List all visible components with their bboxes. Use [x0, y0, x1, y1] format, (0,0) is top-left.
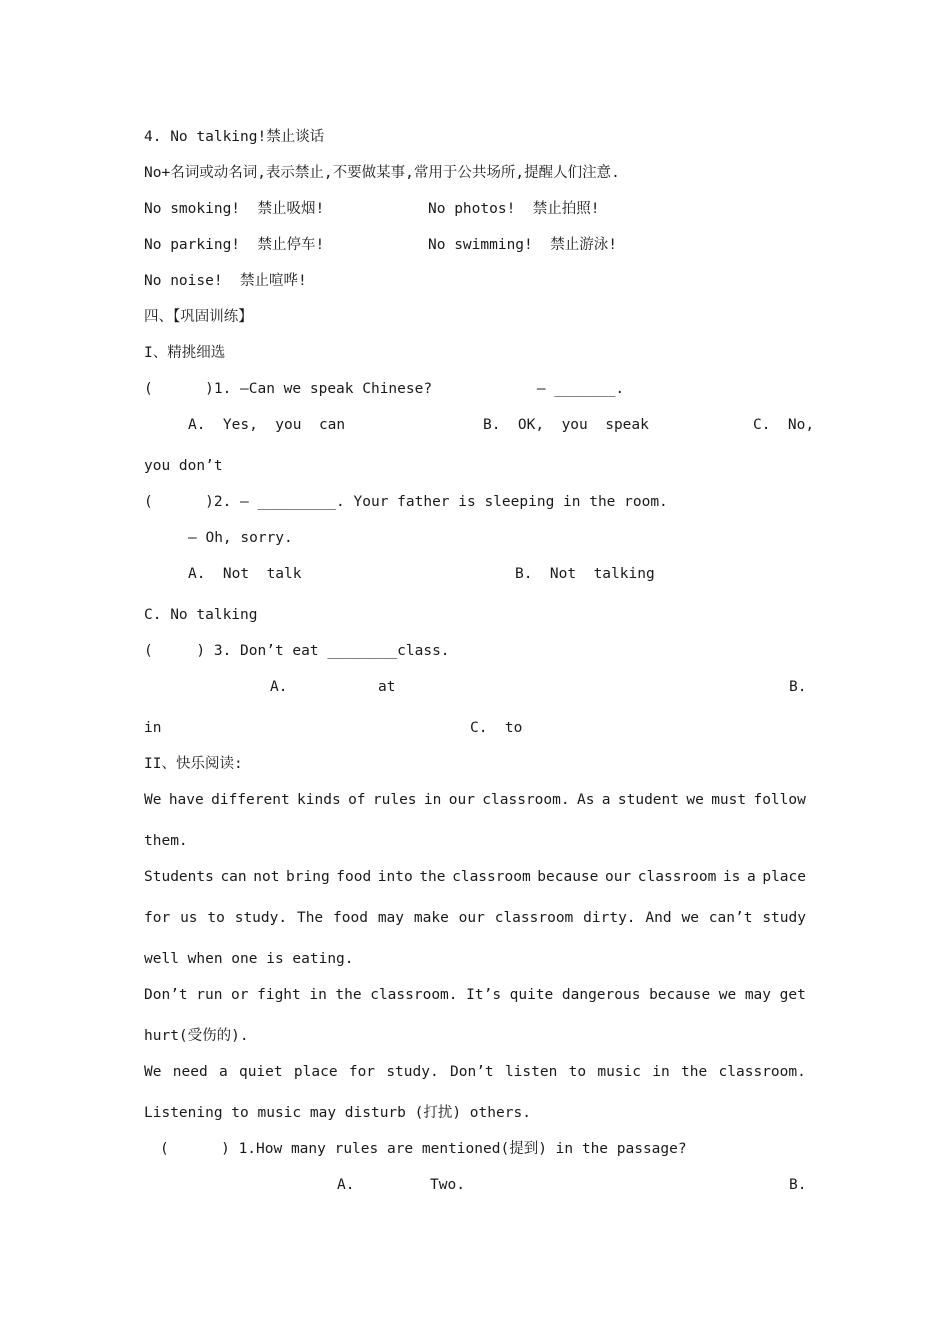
word: As — [576, 792, 595, 808]
word: or — [231, 987, 249, 1003]
example-no-photos: No photos! 禁止拍照! — [428, 201, 600, 217]
word: in — [423, 792, 442, 808]
word: We — [144, 792, 162, 808]
word: classroom. — [482, 792, 570, 808]
word: because — [537, 869, 599, 885]
word: The — [296, 910, 324, 926]
reading-question-1-option-a-label: A. — [337, 1177, 355, 1193]
reading-paragraph-2-line-1 — [144, 867, 806, 887]
word: fight — [257, 987, 301, 1003]
word: need — [172, 1064, 208, 1080]
word: the — [419, 869, 446, 885]
reading-paragraph-1-line-1 — [144, 790, 806, 810]
example-no-smoking: No smoking! 禁止吸烟! — [144, 201, 325, 217]
reading-question-1-stem: ( ) 1.How many rules are mentioned(提到) in the passage? — [160, 1141, 687, 1157]
word: to — [568, 1064, 587, 1080]
question-1-stem: ( )1. —Can we speak Chinese? — _______. — [144, 381, 625, 397]
word: get — [779, 987, 806, 1003]
word: to — [207, 910, 225, 926]
reading-paragraph-4-line-1 — [144, 1062, 806, 1082]
question-1-option-c: C. No, — [753, 417, 815, 433]
example-no-noise: No noise! 禁止喧哗! — [144, 273, 307, 289]
word: kinds — [297, 792, 341, 808]
reading-title: II、快乐阅读: — [144, 756, 243, 772]
word: food — [336, 869, 372, 885]
word: a — [601, 792, 611, 808]
word: rules — [372, 792, 417, 808]
question-3-option-a-label: A. — [270, 679, 288, 695]
reading-paragraph-2-line-3: well when one is eating. — [144, 951, 354, 967]
word: our — [604, 869, 632, 885]
word: we — [686, 792, 704, 808]
reading-paragraph-3-line-2: hurt(受伤的). — [144, 1028, 249, 1044]
word: can — [220, 869, 247, 885]
word: bring — [286, 869, 330, 885]
word: classroom — [494, 910, 574, 926]
question-3-option-c: C. to — [470, 720, 523, 736]
example-no-swimming: No swimming! 禁止游泳! — [428, 237, 617, 253]
word: food — [333, 910, 368, 926]
word: may — [377, 910, 405, 926]
word: quiet — [238, 1064, 283, 1080]
question-3-option-a-text: at — [378, 679, 396, 695]
word: dangerous — [561, 987, 641, 1003]
part1-title: I、精挑细选 — [144, 345, 226, 361]
reading-paragraph-1-line-2: them. — [144, 833, 188, 849]
word: study. — [234, 910, 288, 926]
word: classroom. — [718, 1064, 806, 1080]
word: Don’t — [144, 987, 188, 1003]
question-1-option-b: B. OK, you speak — [483, 417, 649, 433]
word: not — [253, 869, 280, 885]
word: And — [645, 910, 672, 926]
reading-paragraph-3-line-1 — [144, 985, 806, 1005]
word: music — [597, 1064, 642, 1080]
word: may — [744, 987, 772, 1003]
word: classroom. — [370, 987, 458, 1003]
word: is — [722, 869, 741, 885]
word: we — [681, 910, 699, 926]
question-1-option-c-continued: you don’t — [144, 458, 223, 474]
word: place — [293, 1064, 338, 1080]
word: make — [413, 910, 449, 926]
question-2-option-c: C. No talking — [144, 607, 258, 623]
word: a — [747, 869, 756, 885]
question-3-stem: ( ) 3. Don’t eat ________class. — [144, 643, 450, 659]
word: our — [448, 792, 475, 808]
word: Students — [144, 869, 214, 885]
word: We — [144, 1064, 162, 1080]
word: quite — [509, 987, 554, 1003]
word: us — [180, 910, 198, 926]
word: a — [218, 1064, 228, 1080]
word: Don’t — [450, 1064, 494, 1080]
question-2-reply: — Oh, sorry. — [188, 530, 293, 546]
word: classroom — [637, 869, 717, 885]
section-description: No+名词或动名词,表示禁止,不要做某事,常用于公共场所,提醒人们注意. — [144, 165, 620, 181]
word: can’t — [708, 910, 753, 926]
word: in — [652, 1064, 670, 1080]
word: for — [348, 1064, 376, 1080]
question-2-stem: ( )2. — _________. Your father is sleeping in the room. — [144, 494, 668, 510]
word: must — [711, 792, 747, 808]
section-title: 4. No talking!禁止谈话 — [144, 129, 325, 145]
word: follow — [753, 792, 806, 808]
word: our — [458, 910, 485, 926]
word: classroom — [452, 869, 531, 885]
reading-paragraph-4-line-2: Listening to music may disturb (打扰) others. — [144, 1105, 531, 1121]
word: of — [348, 792, 366, 808]
word: in — [309, 987, 327, 1003]
question-1-option-a: A. Yes, you can — [188, 417, 346, 433]
word: for — [144, 910, 171, 926]
question-3-option-b-text: in — [144, 720, 162, 736]
word: have — [168, 792, 204, 808]
word: because — [649, 987, 711, 1003]
word: study. — [386, 1064, 439, 1080]
word: study — [762, 910, 806, 926]
word: the — [681, 1064, 708, 1080]
word: the — [335, 987, 362, 1003]
reading-paragraph-2-line-2 — [144, 908, 806, 928]
word: It’s — [466, 987, 502, 1003]
word: run — [196, 987, 223, 1003]
word: place — [762, 869, 806, 885]
question-3-option-b-label: B. — [789, 679, 807, 695]
word: student — [617, 792, 679, 808]
word: we — [718, 987, 737, 1003]
word: into — [377, 869, 413, 885]
word: listen — [504, 1064, 558, 1080]
word: dirty. — [583, 910, 636, 926]
question-2-option-a: A. Not talk — [188, 566, 302, 582]
practice-heading: 四、【巩固训练】 — [144, 309, 253, 325]
reading-question-1-option-a-text: Two. — [430, 1177, 465, 1193]
reading-question-1-option-b-label: B. — [789, 1177, 807, 1193]
word: different — [211, 792, 290, 808]
question-2-option-b: B. Not talking — [515, 566, 655, 582]
example-no-parking: No parking! 禁止停车! — [144, 237, 325, 253]
